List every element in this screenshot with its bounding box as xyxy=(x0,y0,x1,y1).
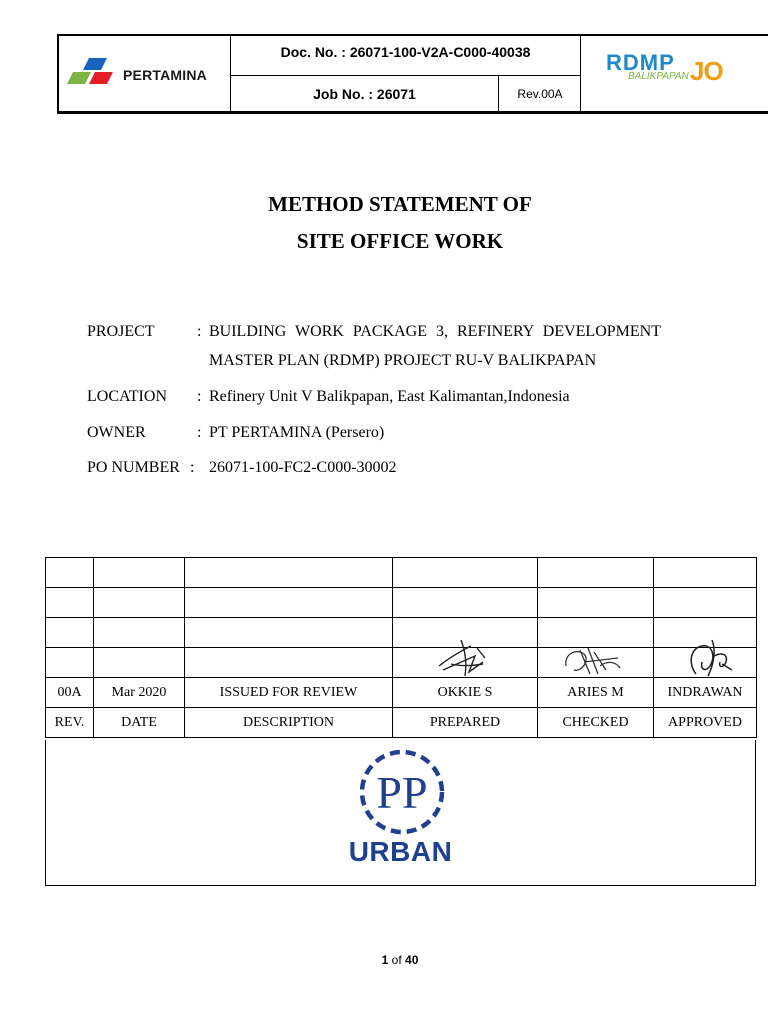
document-title-line2: SITE OFFICE WORK xyxy=(296,229,504,253)
page-of: of xyxy=(391,953,402,967)
document-title-line1: METHOD STATEMENT OF xyxy=(268,192,532,216)
owner-label: OWNER xyxy=(87,424,146,441)
revision-table xyxy=(45,557,757,738)
page-number xyxy=(0,953,768,967)
header-checked: CHECKED xyxy=(538,708,654,738)
project-value-line1: BUILDING WORK PACKAGE 3, REFINERY DEVELOPMENT xyxy=(209,323,661,340)
pp-emblem-icon xyxy=(347,744,457,838)
header-date: DATE xyxy=(94,708,185,738)
row-rev: 00A xyxy=(46,678,94,708)
project-label: PROJECT xyxy=(87,323,155,340)
po-number-value: 26071-100-FC2-C000-30002 xyxy=(209,459,397,476)
owner-value: PT PERTAMINA (Persero) xyxy=(209,424,385,441)
company-logo-box xyxy=(45,740,756,886)
urban-logo-text: URBAN xyxy=(348,836,453,867)
location-value: Refinery Unit V Balikpapan, East Kalimantan,Indonesia xyxy=(209,388,570,405)
table-row-empty xyxy=(46,558,757,588)
row-prepared: OKKIE S xyxy=(393,678,538,708)
header-prepared: PREPARED xyxy=(393,708,538,738)
job-number: Job No. : 26071 xyxy=(231,76,499,114)
rdmp-jo-logo xyxy=(582,36,768,114)
jo-logo-text: JO xyxy=(690,56,723,86)
rdmp-logo-text: RDMP xyxy=(606,50,675,75)
approved-signature xyxy=(654,648,757,678)
location-colon: : xyxy=(197,388,202,405)
row-approved: INDRAWAN xyxy=(654,678,757,708)
checked-signature xyxy=(538,648,654,678)
row-description: ISSUED FOR REVIEW xyxy=(185,678,393,708)
project-colon: : xyxy=(197,323,202,340)
table-row-signatures xyxy=(46,648,757,678)
prepared-signature xyxy=(393,648,538,678)
pp-mark-text: PP xyxy=(376,767,428,818)
total-pages: 40 xyxy=(405,953,419,967)
project-value-line2: MASTER PLAN (RDMP) PROJECT RU-V BALIKPAPAN xyxy=(209,352,597,369)
pertamina-emblem-icon xyxy=(67,50,127,100)
po-number-colon: : xyxy=(190,459,195,476)
owner-colon: : xyxy=(197,424,202,441)
row-checked: ARIES M xyxy=(538,678,654,708)
pertamina-logo-text: PERTAMINA xyxy=(123,67,207,83)
balikpapan-logo-text: BALIKPAPAN xyxy=(628,71,689,82)
pertamina-logo xyxy=(59,36,229,114)
po-number-label: PO NUMBER xyxy=(87,459,180,476)
signature-okkie-icon xyxy=(431,636,501,682)
current-page: 1 xyxy=(381,953,389,967)
header-approved: APPROVED xyxy=(654,708,757,738)
table-row-empty xyxy=(46,588,757,618)
row-date: Mar 2020 xyxy=(94,678,185,708)
header-rev: REV. xyxy=(46,708,94,738)
document-header xyxy=(57,34,768,114)
table-row-issue xyxy=(46,678,757,708)
header-description: DESCRIPTION xyxy=(185,708,393,738)
signature-indrawan-icon xyxy=(682,634,742,682)
revision-number: Rev.00A xyxy=(517,87,563,101)
table-row-empty xyxy=(46,618,757,648)
doc-number: Doc. No. : 26071-100-V2A-C000-40038 xyxy=(231,36,580,76)
location-label: LOCATION xyxy=(87,388,167,405)
table-header-row xyxy=(46,708,757,738)
header-info-cells xyxy=(230,36,581,114)
